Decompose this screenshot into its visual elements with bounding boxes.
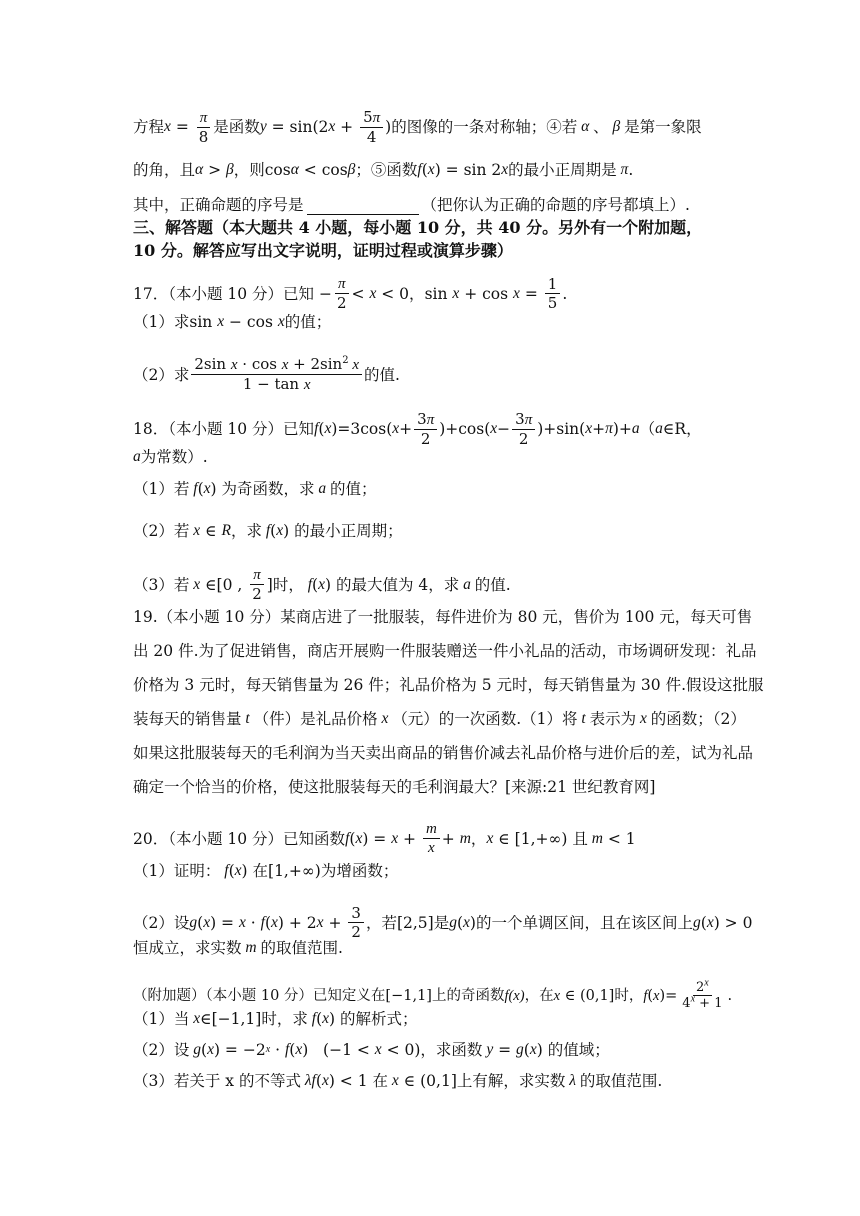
line-answer-blank: [133, 195, 733, 215]
question-17-part2: [133, 355, 733, 394]
question-20-part2: （2）设 g ( x ) = x · f ( x ) + 2 x + $\frac{3}{2}$ ，若 [2,5] 是 g ( x ) 的一个单调区间，且在该区间上 g ( x ) > 0: [133, 904, 753, 941]
question-18-part1: （1）若 f ( x ) 为奇函数，求 a 的值；: [133, 480, 377, 498]
question-19-line4: 装每天的销售量 t （件）是礼品价格 x （元）的一次函数.（1）将 t 表示为 x 的函数；（2）: [133, 710, 746, 728]
question-17-part1: （1）求 sin x − cos x 的值；: [133, 313, 332, 331]
text: 且: [572, 829, 588, 848]
text: （1）若: [133, 480, 190, 498]
text: 20．（本小题 10 分）已知函数: [133, 829, 346, 848]
fraction: $\frac{3\pi}{2}$: [414, 410, 437, 448]
text: 18．（本小题 10 分）已知: [133, 420, 315, 438]
text: （1）当: [133, 1010, 190, 1028]
text: 的解析式；: [340, 1010, 418, 1028]
text: 的值.: [474, 575, 511, 594]
text: （2）若: [133, 522, 190, 540]
text: 19.（本小题 10 分）某商店进了一批服装，每件进价为 80 元，售价为 100 元，每天可售: [133, 608, 753, 626]
text: （把你认为正确的命题的序号都填上）.: [421, 196, 690, 214]
text: 如果这批服装每天的毛利润为当天卖出商品的销售价减去礼品价格与进价后的差，试为礼品: [133, 744, 754, 762]
text: 的值；: [284, 313, 332, 331]
question-18-cont: a 为常数）.: [133, 448, 208, 466]
question-20-part2-cont: 恒成立，求实数 m 的取值范围.: [133, 939, 343, 957]
text: 表示为: [589, 710, 637, 728]
text: ，: [470, 829, 487, 848]
text: 装每天的销售量: [133, 710, 242, 728]
text: 的取值范围.: [260, 939, 343, 957]
text: 的值；: [330, 480, 377, 498]
question-19-line6: [133, 777, 733, 797]
text: （2）求: [133, 365, 190, 384]
text: 价格为 3 元时，每天销售量为 26 件；礼品价格为 5 元时，每天销售量为 30 件.假设这批服: [133, 676, 764, 694]
bonus-part3: （3）若关于 x 的不等式 λf ( x ) < 1 在 x ∈ (0,1] 上有解，求实数 λ 的取值范围.: [133, 1072, 663, 1090]
text: 其中，正确命题的序号是: [133, 196, 304, 214]
answer-blank[interactable]: [307, 196, 419, 215]
section-heading: 10 分。解答应写出文字说明，证明过程或演算步骤）: [133, 241, 513, 260]
section-heading-line1: [133, 218, 733, 238]
section-heading: 三、解答题（本大题共 4 小题，每小题 10 分，共 40 分。另外有一个附加题，: [133, 218, 703, 237]
fraction: $\frac{\pi}{2}$: [252, 567, 262, 603]
text: ]时，: [266, 575, 304, 594]
text: 为增函数；: [320, 862, 399, 880]
text: （3）若关于 x 的不等式: [133, 1072, 301, 1090]
line-quadrant-angle: 的角，且 α > β ，则 cos α < cos β ；⑤函数 f ( x ) = sin 2 x 的最小正周期是 π .: [133, 161, 634, 179]
text: 确定一个恰当的价格，使这批服装每天的毛利润最大？[来源:21 世纪教育网]: [133, 778, 656, 796]
section-heading-line2: [133, 241, 733, 261]
text: 17．（本小题 10 分）已知: [133, 284, 315, 303]
text: （1）证明：: [133, 862, 221, 880]
text: 恒成立，求实数: [133, 939, 242, 957]
text: 的最小正周期；: [294, 522, 403, 540]
text: 时，: [614, 987, 644, 1004]
text: （1）求: [133, 313, 190, 331]
text: 时，求: [261, 1010, 308, 1028]
text: （元）的一次函数.（1）将: [392, 710, 578, 728]
fraction: $\frac{\pi}{2}$: [336, 276, 347, 312]
question-19-line2: [133, 641, 757, 661]
question-18: 18．（本小题 10 分）已知 f ( x )=3cos( x + $\frac{3\pi}{2}$ )+cos( x − $\frac{3\pi}{2}$ )+sin( x + π )+ a （ a ∈ R，: [133, 410, 702, 448]
bonus-question: （附加题）（本小题 10 分）已知定义在 [−1,1] 上的奇函数 f(x) ，在 x ∈ (0,1] 时， f ( x )= $\frac{2^x}{4^x + 1}$ .: [133, 977, 733, 1011]
text: 的最大值为 4，求: [335, 575, 460, 594]
fraction: $\frac{\pi}{8}$: [198, 109, 209, 146]
text: 的取值范围.: [579, 1072, 663, 1090]
text: 的值域；: [547, 1041, 610, 1059]
text: 的最小正周期是: [508, 161, 617, 179]
fraction: $\frac{1}{5}$: [545, 275, 561, 312]
text: （2）设: [133, 1041, 190, 1059]
question-18-part3: （3）若 x ∈[0 , $\frac{\pi}{2}$ ]时， f ( x ) 的最大值为 4，求 a 的值.: [133, 567, 511, 603]
question-17: 17．（本小题 10 分）已知 − $\frac{\pi}{2}$ < x < 0 ， sin x + cos x = $\frac{1}{5}$ .: [133, 275, 568, 312]
text: 的值.: [364, 365, 400, 384]
text: 的一个单调区间，且在该区间上: [475, 913, 693, 932]
text: （2）设: [133, 913, 190, 932]
question-19-line3: [133, 675, 764, 695]
text: 上有解，求实数: [456, 1072, 566, 1090]
text: R，: [674, 420, 702, 438]
text: .: [562, 284, 568, 303]
text: 在: [252, 862, 269, 880]
text: 的函数；（2）: [650, 710, 746, 728]
text: （3）若: [133, 575, 190, 594]
fraction: $\frac{2\sin x \cdot \cos x + 2\sin^2 x}{\text{1 − tan x}}$: [191, 355, 362, 394]
text: ，求函数: [420, 1041, 483, 1059]
text: 方程: [133, 118, 165, 136]
text: 上的奇函数: [431, 987, 505, 1004]
text: .: [628, 161, 634, 179]
bonus-part1: （1）当 x ∈[−1,1] 时，求 f ( x ) 的解析式；: [133, 1010, 418, 1028]
text: 为奇函数，求: [221, 480, 315, 498]
text: 、: [593, 118, 609, 136]
text: ，在: [524, 987, 554, 1004]
question-20-part1: （1）证明： f ( x ) 在 [1,+∞) 为增函数；: [133, 862, 399, 880]
text: ；⑤函数: [355, 161, 418, 179]
bonus-part2: （2）设 g ( x ) = −2 x · f ( x ) (−1 < x < 0) ，求函数 y = g ( x ) 的值域；: [133, 1041, 610, 1059]
text: 的图像的一条对称轴；④若: [391, 118, 578, 136]
fraction: $\frac{2^x}{4^x + 1}$: [682, 977, 723, 1011]
text: ，: [409, 284, 425, 303]
text: 为常数）.: [140, 448, 208, 466]
question-19-line5: [133, 743, 754, 763]
text: 是函数: [213, 118, 260, 136]
question-18-part2: （2）若 x ∈ R ，求 f ( x ) 的最小正周期；: [133, 522, 403, 540]
text: ，若: [365, 913, 397, 932]
fraction: $\frac{m}{x}$: [423, 820, 440, 857]
fraction: $\frac{5\pi}{4}$: [360, 108, 383, 146]
question-20: 20．（本小题 10 分）已知函数 f ( x ) = x + $\frac{m}{x}$ + m ， x ∈ [1,+∞) 且 m < 1: [133, 821, 636, 856]
text: ，则: [233, 161, 265, 179]
text: ，求: [230, 522, 262, 540]
text: （: [639, 420, 656, 438]
text: 的角，且: [133, 161, 196, 179]
line-symmetry-axis: 方程 x = $\frac{\pi}{8}$ 是函数 y = sin(2 x + $\frac{5\pi}{4}$ ) 的图像的一条对称轴；④若 α 、 β 是第一象限: [133, 108, 702, 146]
text: 在: [372, 1072, 389, 1090]
fraction: $\frac{3}{2}$: [348, 904, 364, 941]
text: 出 20 件.为了促进销售，商店开展购一件服装赠送一件小礼品的活动，市场调研发现：礼品: [133, 642, 757, 660]
question-19-line1: [133, 607, 753, 627]
text: 是第一象限: [624, 118, 702, 136]
text: 是: [433, 913, 450, 932]
fraction: $\frac{3\pi}{2}$: [512, 410, 535, 448]
text: （附加题）（本小题 10 分）已知定义在: [133, 987, 386, 1004]
text: （件）是礼品价格: [253, 710, 378, 728]
